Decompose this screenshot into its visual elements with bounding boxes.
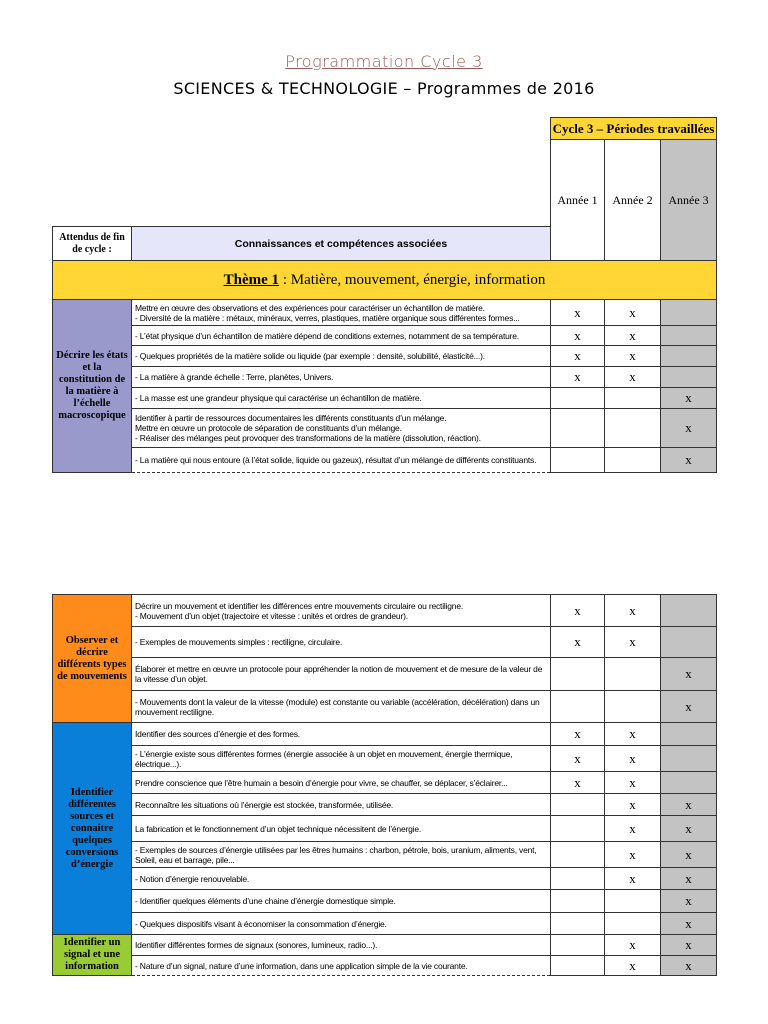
period-mark-a3: x xyxy=(661,448,717,473)
page-title: SCIENCES & TECHNOLOGIE – Programmes de 2016 xyxy=(173,79,595,98)
period-mark-a2 xyxy=(605,691,661,723)
period-mark-a3: x xyxy=(661,935,717,956)
table-row xyxy=(53,346,717,367)
period-mark-a2: x xyxy=(605,300,661,326)
programme-table-1 xyxy=(52,117,717,473)
period-mark-a2 xyxy=(605,448,661,473)
period-mark-a2: x xyxy=(605,935,661,956)
period-mark-a3: x xyxy=(661,816,717,842)
period-mark-a1 xyxy=(551,956,605,976)
table-row xyxy=(53,388,717,409)
table-row xyxy=(53,935,717,956)
period-mark-a2 xyxy=(605,388,661,409)
period-mark-a1: x xyxy=(551,300,605,326)
competence-text: - La masse est une grandeur physique qui caractérise un échantillon de matière. xyxy=(132,388,551,409)
period-mark-a2: x xyxy=(605,595,661,627)
group-label: Observer et décrire différents types de mouvements xyxy=(53,595,132,723)
page-subtitle: Programmation Cycle 3 xyxy=(285,52,483,71)
period-mark-a3: x xyxy=(661,890,717,913)
year-header-3: Année 3 xyxy=(661,140,717,261)
competence-text: - La matière à grande échelle : Terre, planètes, Univers. xyxy=(132,367,551,388)
period-mark-a3 xyxy=(661,723,717,746)
period-mark-a1 xyxy=(551,388,605,409)
year-header-2: Année 2 xyxy=(605,140,661,261)
competence-text: - Quelques propriétés de la matière solide ou liquide (par exemple : densité, solubilité, élasticité...). xyxy=(132,346,551,367)
competence-text: - La matière qui nous entoure (à l’état solide, liquide ou gazeux), résultat d’un mélange de différents constituants. xyxy=(132,448,551,473)
table-row xyxy=(53,409,717,448)
competence-text: Prendre conscience que l’être humain a besoin d’énergie pour vivre, se chauffer, se déplacer, s’éclairer... xyxy=(132,772,551,794)
period-mark-a1 xyxy=(551,409,605,448)
attendus-header: Attendus de fin de cycle : xyxy=(53,227,132,261)
period-mark-a2: x xyxy=(605,746,661,772)
period-mark-a1: x xyxy=(551,723,605,746)
year-header-1: Année 1 xyxy=(551,140,605,261)
competence-text: Mettre en œuvre des observations et des expériences pour caractériser un échantillon de matière. - Diversité de la matière : métaux, minéraux, verres, plastiques, matière organique sous différentes formes... xyxy=(132,300,551,326)
table-row xyxy=(53,723,717,746)
period-mark-a3 xyxy=(661,326,717,346)
competence-text: - Exemples de mouvements simples : rectiligne, circulaire. xyxy=(132,627,551,658)
theme-title xyxy=(53,261,717,300)
period-mark-a1 xyxy=(551,816,605,842)
group-label: Identifier un signal et une information xyxy=(53,935,132,976)
period-mark-a1 xyxy=(551,658,605,691)
table-row xyxy=(53,794,717,816)
period-mark-a2: x xyxy=(605,772,661,794)
programme-table-2 xyxy=(52,594,717,976)
period-mark-a2 xyxy=(605,913,661,935)
table-row xyxy=(53,746,717,772)
period-mark-a3: x xyxy=(661,691,717,723)
table-row xyxy=(53,956,717,976)
table-row xyxy=(53,448,717,473)
group-label: Décrire les états et la constitution de la matière à l’échelle macroscopique xyxy=(53,300,132,473)
table-row xyxy=(53,868,717,890)
period-mark-a2: x xyxy=(605,326,661,346)
period-mark-a1 xyxy=(551,448,605,473)
period-mark-a3: x xyxy=(661,868,717,890)
group-label: Identifier différentes sources et connaitre quelques conversions d’énergie xyxy=(53,723,132,935)
period-mark-a2: x xyxy=(605,794,661,816)
period-mark-a2: x xyxy=(605,346,661,367)
competence-text: Identifier des sources d’énergie et des formes. xyxy=(132,723,551,746)
competence-text: - L’énergie existe sous différentes formes (énergie associée à un objet en mouvement, énergie thermique, électrique...). xyxy=(132,746,551,772)
period-mark-a2: x xyxy=(605,816,661,842)
period-mark-a1: x xyxy=(551,627,605,658)
cycle-periods-header: Cycle 3 – Périodes travaillées xyxy=(551,118,717,140)
connaissances-header: Connaissances et compétences associées xyxy=(132,227,551,261)
period-mark-a3 xyxy=(661,746,717,772)
period-mark-a2: x xyxy=(605,956,661,976)
period-mark-a3 xyxy=(661,346,717,367)
period-mark-a1 xyxy=(551,691,605,723)
period-mark-a2: x xyxy=(605,367,661,388)
competence-text: - L’état physique d’un échantillon de matière dépend de conditions externes, notamment de sa température. xyxy=(132,326,551,346)
competence-text: - Identifier quelques éléments d’une chaine d’énergie domestique simple. xyxy=(132,890,551,913)
competence-text: - Nature d’un signal, nature d’une information, dans une application simple de la vie courante. xyxy=(132,956,551,976)
table-row xyxy=(53,658,717,691)
table-row xyxy=(53,913,717,935)
theme-name: : Matière, mouvement, énergie, information xyxy=(279,271,546,288)
period-mark-a1 xyxy=(551,913,605,935)
period-mark-a2 xyxy=(605,658,661,691)
period-mark-a1: x xyxy=(551,367,605,388)
period-mark-a3: x xyxy=(661,409,717,448)
period-mark-a3 xyxy=(661,367,717,388)
competence-text: - Quelques dispositifs visant à économiser la consommation d’énergie. xyxy=(132,913,551,935)
period-mark-a3 xyxy=(661,772,717,794)
period-mark-a3: x xyxy=(661,794,717,816)
period-mark-a2: x xyxy=(605,627,661,658)
table-row xyxy=(53,772,717,794)
period-mark-a3 xyxy=(661,300,717,326)
competence-text: Élaborer et mettre en œuvre un protocole pour appréhender la notion de mouvement et de mesure de la valeur de la vitesse d’un objet. xyxy=(132,658,551,691)
period-mark-a2 xyxy=(605,409,661,448)
period-mark-a1: x xyxy=(551,595,605,627)
period-mark-a1: x xyxy=(551,346,605,367)
period-mark-a1 xyxy=(551,935,605,956)
period-mark-a3 xyxy=(661,627,717,658)
period-mark-a3: x xyxy=(661,658,717,691)
period-mark-a1 xyxy=(551,842,605,868)
period-mark-a2: x xyxy=(605,842,661,868)
competence-text: Reconnaître les situations où l’énergie est stockée, transformée, utilisée. xyxy=(132,794,551,816)
period-mark-a2: x xyxy=(605,723,661,746)
table-row xyxy=(53,890,717,913)
table-row xyxy=(53,326,717,346)
period-mark-a1 xyxy=(551,868,605,890)
table-row xyxy=(53,691,717,723)
period-mark-a1: x xyxy=(551,326,605,346)
period-mark-a1: x xyxy=(551,772,605,794)
period-mark-a3: x xyxy=(661,913,717,935)
table-row xyxy=(53,627,717,658)
table-row xyxy=(53,816,717,842)
table-row xyxy=(53,300,717,326)
competence-text: - Mouvements dont la valeur de la vitesse (module) est constante ou variable (accélération, décélération) dans un mouvement rectiligne. xyxy=(132,691,551,723)
period-mark-a1 xyxy=(551,794,605,816)
period-mark-a1: x xyxy=(551,746,605,772)
period-mark-a3: x xyxy=(661,956,717,976)
competence-text: Décrire un mouvement et identifier les différences entre mouvements circulaire ou rectiligne. - Mouvement d’un objet (trajectoire et vitesse : unités et ordres de grandeur). xyxy=(132,595,551,627)
theme-number: Thème 1 xyxy=(223,271,280,288)
table-row xyxy=(53,842,717,868)
competence-text: La fabrication et le fonctionnement d’un objet technique nécessitent de l’énergie. xyxy=(132,816,551,842)
competence-text: - Notion d’énergie renouvelable. xyxy=(132,868,551,890)
competence-text: Identifier à partir de ressources documentaires les différents constituants d’un mélange. Mettre en œuvre un protocole de séparation de constituants d’un mélange. - Réaliser des mélanges peut provoquer des transformations de la matière (dissolution, réaction). xyxy=(132,409,551,448)
period-mark-a3: x xyxy=(661,842,717,868)
period-mark-a2 xyxy=(605,890,661,913)
period-mark-a2: x xyxy=(605,868,661,890)
period-mark-a3: x xyxy=(661,388,717,409)
period-mark-a1 xyxy=(551,890,605,913)
competence-text: - Exemples de sources d’énergie utilisées par les êtres humains : charbon, pétrole, bois, uranium, aliments, vent, Soleil, eau et barrage, pile... xyxy=(132,842,551,868)
period-mark-a3 xyxy=(661,595,717,627)
table-row xyxy=(53,367,717,388)
competence-text: Identifier différentes formes de signaux (sonores, lumineux, radio...). xyxy=(132,935,551,956)
table-row xyxy=(53,595,717,627)
